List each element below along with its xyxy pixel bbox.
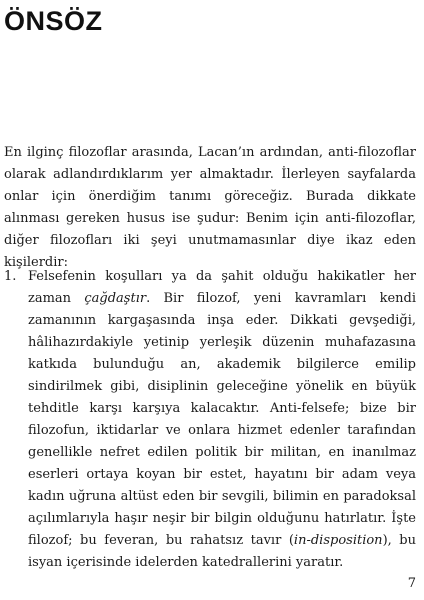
list-item-text xyxy=(28,266,416,574)
emphasis-text: çağdaştır xyxy=(84,291,147,306)
intro-paragraph: En ilginç filozoflar arasında, Lacan’ın ardından, anti-filozoflar olarak adlandırdıklarım yer almaktadır. İlerleyen sayfalarda onlar için önerdiğim tanımı göreceğiz. Burada dikkate alınması gereken husus ise şudur: Benim için anti-filozoflar, diğer filozofları iki şeyi unutmamasınlar diye ikaz eden kişilerdir: xyxy=(4,145,416,270)
list-text-part: Felsefenin koşulları ya da şahit olduğu hakikatler her zaman xyxy=(28,269,416,306)
list-text-part: . Bir filozof, yeni kavramları kendi zamanının kargaşasında inşa eder. Dikkati gevşediği, hâlihazırdakiyle yetinip yerleşik düzenin muhafazasına katkıda bulunduğu an, akademik bilgilerce emilip sindirilmek gibi, disiplinin geleceğine yönelik en büyük tehditle karşı karşıya kalacaktır. Anti-felsefe; bize bir filozofun, iktidarlar ve onlara hizmet edenler tarafından genellikle nefret edilen politik bir militan, en inanılmaz eserleri ortaya koyan bir estet, hayatını bir adam veya kadın uğruna altüst eden bir sevgili, bilimin en paradoksal açılımlarıyla haşır neşir bir bilgin olduğunu hatırlatır. İşte filozof; bu feveran, bu rahatsız tavır ( xyxy=(28,291,416,548)
emphasis-text: in-disposition xyxy=(293,533,383,548)
list-item-number: 1. xyxy=(4,269,17,284)
page-number: 7 xyxy=(407,576,416,591)
page-title: ÖNSÖZ xyxy=(4,6,103,36)
list-text-part: ), bu isyan içerisinde idelerden katedrallerini yaratır. xyxy=(28,533,416,570)
